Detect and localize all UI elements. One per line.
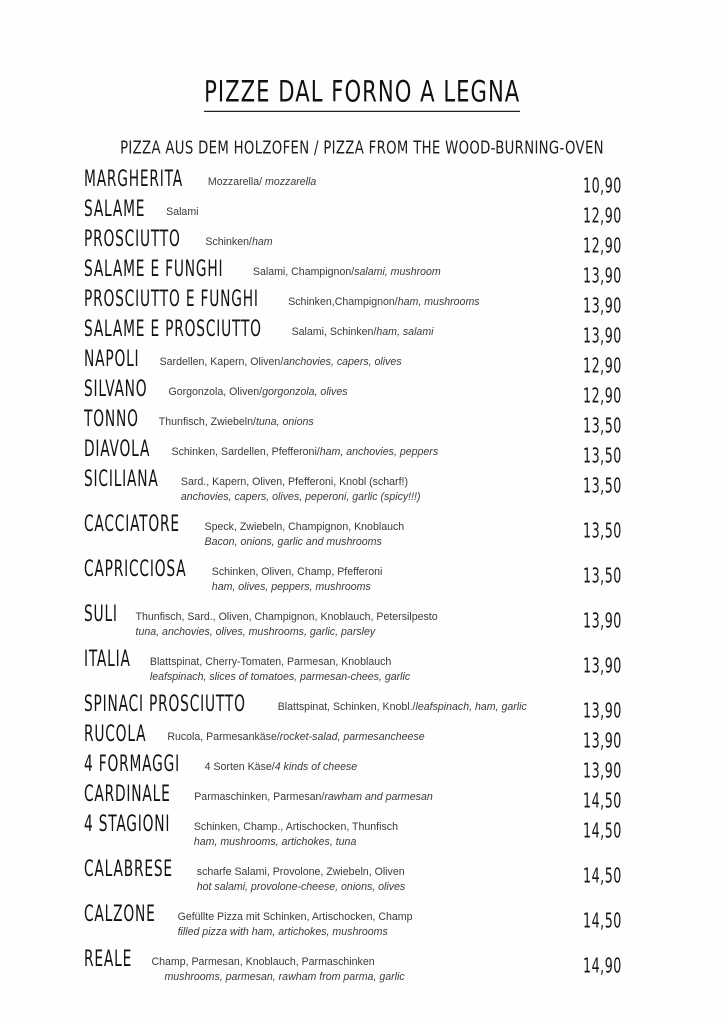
description-german: Gorgonzola, Oliven/ [168, 386, 263, 398]
description-line-primary [197, 865, 706, 880]
description-german: Schinken, Oliven, Champ, Pfefferoni [211, 566, 383, 578]
description-german: 4 Sorten Käse/ [204, 761, 275, 773]
description-line-primary [150, 655, 706, 670]
description-english: ham, salami [376, 326, 434, 338]
menu-item-name: SALAME [84, 196, 146, 223]
description-english: tuna, anchovies, olives, mushrooms, garlic, parsley [135, 625, 376, 638]
description-english: anchovies, capers, olives [283, 356, 402, 368]
menu-item-description [208, 168, 706, 190]
description-english: anchovies, capers, olives, peperoni, garlic (spicy!!!) [180, 490, 421, 503]
menu-item-name: CALZONE [84, 901, 156, 928]
description-german: Thunfisch, Zwiebeln/ [158, 416, 256, 428]
description-english: mozzarella [262, 176, 317, 188]
menu-item-row [0, 168, 724, 196]
menu-item-price: 13,50 [583, 413, 622, 438]
menu-item-description [150, 648, 706, 684]
description-line-secondary [194, 835, 706, 850]
description-german: Schinken/ [205, 236, 252, 248]
description-line-primary [253, 265, 706, 280]
menu-item-row [0, 948, 724, 991]
menu-item-row [0, 513, 724, 556]
menu-item-name: PROSCIUTTO [84, 226, 181, 253]
menu-item-name: 4 STAGIONI [84, 811, 171, 838]
description-line-secondary [197, 880, 706, 895]
menu-item-price: 13,90 [583, 728, 622, 753]
description-line-secondary [212, 580, 706, 595]
description-german: Rucola, Parmesankäse/ [167, 731, 280, 743]
description-line-primary [151, 955, 706, 970]
description-line-secondary [150, 670, 706, 685]
menu-item-name: CALABRESE [84, 856, 173, 883]
menu-item-row [0, 348, 724, 376]
menu-item-name: SILVANO [84, 376, 148, 403]
menu-item-name: MARGHERITA [84, 166, 183, 193]
menu-item-row [0, 378, 724, 406]
menu-item-description [168, 378, 706, 400]
menu-item-name: RUCOLA [84, 721, 147, 748]
menu-item-price: 13,90 [583, 263, 622, 288]
page-subtitle: PIZZA AUS DEM HOLZOFEN / PIZZA FROM THE WOOD-BURNING-OVEN [120, 138, 604, 159]
menu-item-name: CARDINALE [84, 781, 171, 808]
menu-item-name: SPINACI PROSCIUTTO [84, 691, 246, 718]
menu-item-row [0, 318, 724, 346]
description-line-primary [288, 295, 706, 310]
menu-header [0, 0, 724, 157]
menu-item-price: 13,50 [583, 473, 622, 498]
description-english: tuna, onions [255, 416, 314, 428]
menu-item-row [0, 558, 724, 601]
menu-item-name: TONNO [84, 406, 139, 433]
menu-item-description [194, 813, 706, 849]
menu-item-price: 14,90 [583, 953, 622, 978]
description-german: Schinken,Champignon/ [288, 296, 398, 308]
description-line-primary [159, 415, 706, 430]
description-german: Sardellen, Kapern, Oliven/ [159, 356, 284, 368]
description-line-primary [278, 700, 706, 715]
menu-item-description [172, 438, 706, 460]
description-line-primary [205, 520, 706, 535]
menu-item-price: 12,90 [583, 383, 622, 408]
menu-item-name: 4 FORMAGGI [84, 751, 180, 778]
page-title: PIZZE DAL FORNO A LEGNA [204, 77, 520, 113]
description-english: rawham and parmesan [324, 791, 433, 803]
menu-item-description [292, 318, 706, 340]
menu-item-row [0, 258, 724, 286]
menu-item-row [0, 783, 724, 811]
description-line-primary [160, 355, 706, 370]
description-german: Mozzarella/ [207, 176, 263, 188]
description-english: Bacon, onions, garlic and mushrooms [204, 535, 382, 548]
description-german: Schinken, Sardellen, Pfefferoni/ [171, 446, 320, 458]
menu-item-price: 13,50 [583, 518, 622, 543]
description-german: Blattspinat, Cherry-Tomaten, Parmesan, Knoblauch [149, 656, 392, 668]
description-line-primary [208, 175, 706, 190]
menu-item-price: 12,90 [583, 203, 622, 228]
menu-item-row [0, 693, 724, 721]
menu-item-row [0, 198, 724, 226]
menu-item-price: 12,90 [583, 353, 622, 378]
menu-item-description [253, 258, 706, 280]
menu-item-row [0, 468, 724, 511]
description-line-primary [205, 760, 706, 775]
menu-item-row [0, 408, 724, 436]
description-english: 4 kinds of cheese [274, 761, 358, 773]
menu-item-price: 13,90 [583, 653, 622, 678]
menu-item-description [181, 468, 706, 504]
description-german: Parmaschinken, Parmesan/ [194, 791, 325, 803]
menu-item-price: 13,50 [583, 563, 622, 588]
menu-item-price: 13,90 [583, 698, 622, 723]
menu-item-price: 14,50 [583, 908, 622, 933]
menu-item-description [205, 513, 706, 549]
menu-item-price: 10,90 [583, 173, 622, 198]
menu-item-name: SULI [84, 601, 118, 628]
description-english: ham, anchovies, peppers [319, 446, 439, 458]
description-line-primary [178, 910, 706, 925]
description-english: filled pizza with ham, artichokes, mushrooms [177, 925, 388, 938]
menu-item-name: ITALIA [84, 646, 131, 673]
description-line-primary [167, 730, 706, 745]
description-german: Sard., Kapern, Oliven, Pfefferoni, Knobl (scharf!) [180, 476, 408, 488]
description-english: leafspinach, ham, garlic [415, 701, 527, 713]
description-line-primary [292, 325, 706, 340]
menu-item-price: 12,90 [583, 233, 622, 258]
description-english: ham [251, 236, 273, 248]
menu-item-description [151, 948, 706, 984]
menu-item-description [178, 903, 706, 939]
menu-item-row [0, 753, 724, 781]
menu-item-price: 13,90 [583, 293, 622, 318]
menu-item-description [160, 348, 706, 370]
menu-item-name: DIAVOLA [84, 436, 151, 463]
menu-item-name: SALAME E PROSCIUTTO [84, 316, 262, 343]
description-english: mushrooms, parmesan, rawham from parma, garlic [164, 970, 405, 983]
description-german: Champ, Parmesan, Knoblauch, Parmaschinken [151, 956, 375, 968]
menu-item-price: 13,90 [583, 323, 622, 348]
description-line-primary [166, 205, 706, 220]
description-german: Salami, Champignon/ [252, 266, 355, 278]
menu-item-description [205, 753, 706, 775]
menu-item-description [167, 723, 706, 745]
description-english: gorgonzola, olives [262, 386, 348, 398]
menu-item-price: 14,50 [583, 818, 622, 843]
menu-item-row [0, 813, 724, 856]
menu-item-description [197, 858, 706, 894]
description-german: Salami, Schinken/ [291, 326, 377, 338]
description-line-secondary [151, 970, 706, 985]
menu-item-name: NAPOLI [84, 346, 140, 373]
description-english: ham, olives, peppers, mushrooms [211, 580, 371, 593]
description-german: Blattspinat, Schinken, Knobl./ [277, 701, 416, 713]
menu-item-price: 14,50 [583, 863, 622, 888]
menu-item-description [288, 288, 706, 310]
menu-item-row [0, 858, 724, 901]
description-line-secondary [178, 925, 706, 940]
menu-item-row [0, 723, 724, 751]
menu-item-price: 13,50 [583, 443, 622, 468]
menu-item-description [205, 228, 706, 250]
description-line-primary [194, 790, 706, 805]
menu-item-row [0, 603, 724, 646]
menu-item-name: PROSCIUTTO E FUNGHI [84, 286, 259, 313]
description-english: ham, mushrooms [397, 296, 480, 308]
description-line-secondary [181, 490, 706, 505]
description-line-primary [168, 385, 706, 400]
menu-item-description [194, 783, 706, 805]
menu-item-name: REALE [84, 946, 133, 973]
description-line-primary [205, 235, 706, 250]
menu-item-row [0, 228, 724, 256]
menu-item-price: 14,50 [583, 788, 622, 813]
menu-item-name: CAPRICCIOSA [84, 556, 187, 583]
menu-item-row [0, 648, 724, 691]
description-german: Thunfisch, Sard., Oliven, Champignon, Knoblauch, Petersilpesto [135, 611, 438, 623]
menu-item-description [212, 558, 706, 594]
description-english: rocket-salad, parmesancheese [279, 731, 425, 743]
description-german: Speck, Zwiebeln, Champignon, Knoblauch [204, 521, 405, 533]
menu-item-price: 13,90 [583, 758, 622, 783]
description-english: hot salami, provolone-cheese, onions, olives [196, 880, 406, 893]
description-english: leafspinach, slices of tomatoes, parmesan-chees, garlic [149, 670, 411, 683]
description-german: scharfe Salami, Provolone, Zwiebeln, Oliven [196, 866, 405, 878]
menu-item-description [278, 693, 706, 715]
description-german: Salami [166, 206, 199, 218]
menu-item-price: 13,90 [583, 608, 622, 633]
description-english: salami, mushroom [354, 266, 441, 278]
description-line-primary [172, 445, 706, 460]
menu-item-row [0, 438, 724, 466]
menu-item-row [0, 288, 724, 316]
description-line-primary [194, 820, 706, 835]
description-english: ham, mushrooms, artichokes, tuna [193, 835, 357, 848]
description-line-primary [212, 565, 706, 580]
menu-item-name: SALAME E FUNGHI [84, 256, 224, 283]
description-german: Gefüllte Pizza mit Schinken, Artischocken, Champ [177, 911, 413, 923]
description-line-primary [181, 475, 706, 490]
menu-item-row [0, 903, 724, 946]
menu-item-name: SICILIANA [84, 466, 159, 493]
description-line-secondary [205, 535, 706, 550]
menu-item-name: CACCIATORE [84, 511, 180, 538]
description-german: Schinken, Champ., Artischocken, Thunfisch [193, 821, 398, 833]
menu-item-description [166, 198, 706, 220]
menu-item-description [159, 408, 706, 430]
pizza-menu-list [0, 168, 724, 993]
